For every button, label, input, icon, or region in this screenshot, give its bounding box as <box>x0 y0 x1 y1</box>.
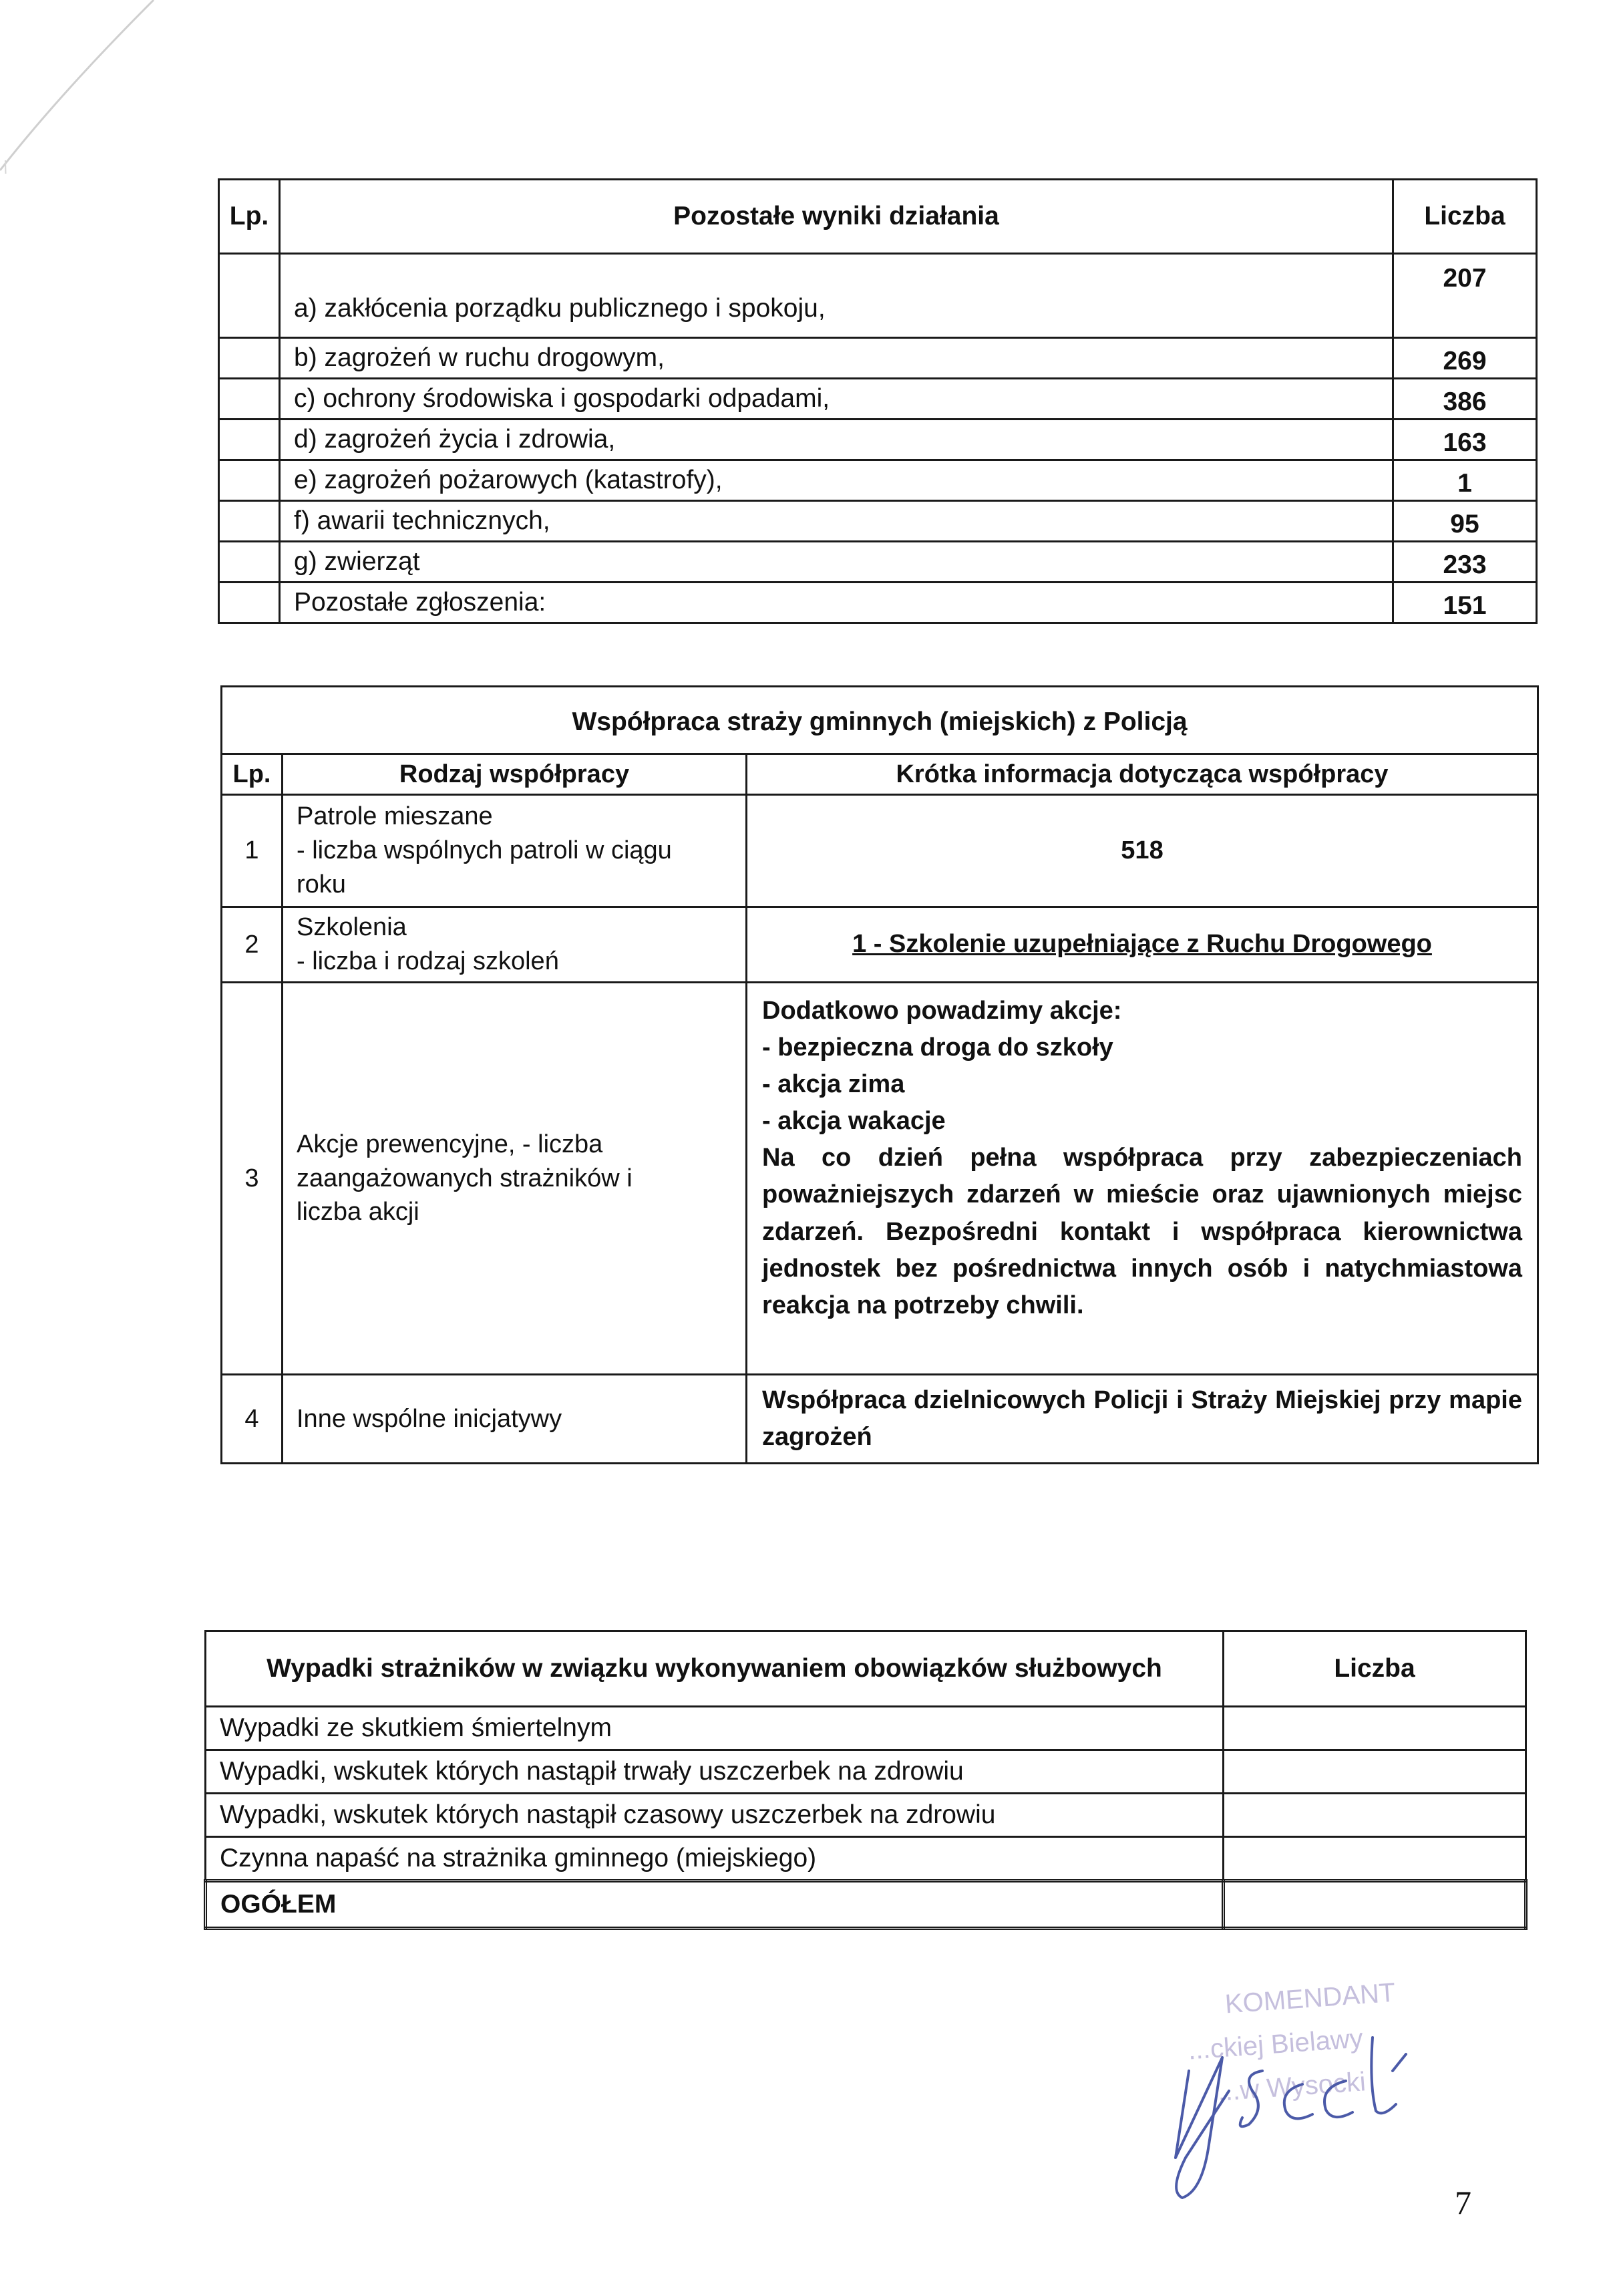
type-line: Akcje prewencyjne, - liczba <box>297 1130 603 1158</box>
table-row <box>219 338 1537 379</box>
info-line: - bezpieczna droga do szkoły <box>762 1033 1113 1062</box>
scan-corner-mark <box>0 0 187 174</box>
row-info: 1 - Szkolenie uzupełniające z Ruchu Drogowego <box>747 907 1538 983</box>
info-line: - akcja zima <box>762 1070 905 1099</box>
row-lp: 1 <box>222 795 283 907</box>
guard-accidents-table <box>204 1630 1528 1930</box>
header-type: Rodzaj współpracy <box>283 754 747 795</box>
lp-cell <box>219 254 280 338</box>
row-label: a) zakłócenia porządku publicznego i spokoju, <box>280 254 1393 338</box>
row-info: Współpraca dzielnicowych Policji i Straży Miejskiej przy mapie zagrożeń <box>747 1375 1538 1464</box>
stamp-line: ...w Wysocki <box>1216 2067 1367 2107</box>
table-row <box>219 460 1537 501</box>
table-header-row <box>219 180 1537 254</box>
row-type <box>283 1375 747 1464</box>
type-line: liczba akcji <box>297 1198 419 1226</box>
table-row <box>219 379 1537 420</box>
row-value <box>1224 1707 1526 1750</box>
table-row <box>222 983 1538 1375</box>
type-line: zaangażowanych strażników i <box>297 1164 633 1192</box>
table-row <box>219 420 1537 460</box>
table-row <box>219 501 1537 542</box>
stamp-line: ...ckiej Bielawy <box>1187 2023 1365 2066</box>
stamp-line: KOMENDANT <box>1224 1977 1397 2019</box>
table-title: Współpraca straży gminnych (miejskich) z Policją <box>222 687 1538 754</box>
row-value: 269 <box>1393 338 1537 379</box>
row-lp: 4 <box>222 1375 283 1464</box>
row-type <box>283 983 747 1375</box>
header-lp: Lp. <box>222 754 283 795</box>
row-label: Wypadki, wskutek których nastąpił trwały uszczerbek na zdrowiu <box>206 1750 1224 1794</box>
row-label: c) ochrony środowiska i gospodarki odpadami, <box>280 379 1393 420</box>
row-type <box>283 907 747 983</box>
table-header-row <box>222 754 1538 795</box>
header-name: Wypadki strażników w związku wykonywaniem obowiązków służbowych <box>206 1631 1224 1707</box>
info-line: Dodatkowo powadzimy akcje: <box>762 997 1122 1025</box>
header-lp: Lp. <box>219 180 280 254</box>
table-row <box>206 1794 1526 1837</box>
table-title-row <box>222 687 1538 754</box>
row-label: b) zagrożeń w ruchu drogowym, <box>280 338 1393 379</box>
handwritten-signature <box>1149 1991 1456 2204</box>
type-line: Patrole mieszane <box>297 802 493 831</box>
row-label: Pozostałe zgłoszenia: <box>280 583 1393 623</box>
row-value: 151 <box>1393 583 1537 623</box>
row-label: Wypadki ze skutkiem śmiertelnym <box>206 1707 1224 1750</box>
header-name: Pozostałe wyniki działania <box>280 180 1393 254</box>
table-row <box>219 254 1537 338</box>
row-type <box>283 795 747 907</box>
row-label: Wypadki, wskutek których nastąpił czasowy uszczerbek na zdrowiu <box>206 1794 1224 1837</box>
lp-cell <box>219 501 280 542</box>
header-count: Liczba <box>1224 1631 1526 1707</box>
row-value: 1 <box>1393 460 1537 501</box>
type-line: - liczba wspólnych patroli w ciągu <box>297 836 672 865</box>
row-value: 95 <box>1393 501 1537 542</box>
other-results-table <box>218 178 1538 624</box>
type-line: Szkolenia <box>297 913 407 942</box>
table-row <box>206 1837 1526 1881</box>
lp-cell <box>219 460 280 501</box>
header-count: Liczba <box>1393 180 1537 254</box>
total-row <box>206 1881 1526 1929</box>
row-value: 233 <box>1393 542 1537 583</box>
header-info: Krótka informacja dotycząca współpracy <box>747 754 1538 795</box>
row-value <box>1224 1750 1526 1794</box>
row-value <box>1224 1794 1526 1837</box>
lp-cell <box>219 379 280 420</box>
total-label: OGÓŁEM <box>206 1881 1224 1929</box>
row-label: g) zwierząt <box>280 542 1393 583</box>
row-info <box>747 983 1538 1375</box>
table-row <box>219 583 1537 623</box>
type-line: roku <box>297 870 346 898</box>
table-row <box>206 1707 1526 1750</box>
table-row <box>222 1375 1538 1464</box>
table-row <box>219 542 1537 583</box>
lp-cell <box>219 583 280 623</box>
row-value: 386 <box>1393 379 1537 420</box>
table-row <box>222 795 1538 907</box>
table-header-row <box>206 1631 1526 1707</box>
lp-cell <box>219 542 280 583</box>
row-value <box>1224 1837 1526 1881</box>
row-value: 163 <box>1393 420 1537 460</box>
table-row <box>206 1750 1526 1794</box>
row-value: 207 <box>1393 254 1537 338</box>
row-label: e) zagrożeń pożarowych (katastrofy), <box>280 460 1393 501</box>
row-label: d) zagrożeń życia i zdrowia, <box>280 420 1393 460</box>
info-paragraph: Na co dzień pełna współpraca przy zabezpieczeniach poważniejszych zdarzeń w mieście oraz ujawnionych miejsc zdarzeń. Bezpośredni kontakt i współpraca kierownictwa jednostek bez pośrednictwa innych osób i natychmiastowa reakcja na potrzeby chwili. <box>762 1144 1522 1319</box>
row-lp: 3 <box>222 983 283 1375</box>
table-row <box>222 907 1538 983</box>
total-value <box>1224 1881 1526 1929</box>
lp-cell <box>219 420 280 460</box>
police-cooperation-table <box>220 685 1539 1464</box>
row-lp: 2 <box>222 907 283 983</box>
row-label: Czynna napaść na strażnika gminnego (miejskiego) <box>206 1837 1224 1881</box>
lp-cell <box>219 338 280 379</box>
row-label: f) awarii technicznych, <box>280 501 1393 542</box>
type-line: Inne wspólne inicjatywy <box>297 1404 562 1433</box>
page-number: 7 <box>1455 2184 1471 2221</box>
type-line: - liczba i rodzaj szkoleń <box>297 947 559 975</box>
row-info: 518 <box>747 795 1538 907</box>
info-line: - akcja wakacje <box>762 1107 946 1136</box>
